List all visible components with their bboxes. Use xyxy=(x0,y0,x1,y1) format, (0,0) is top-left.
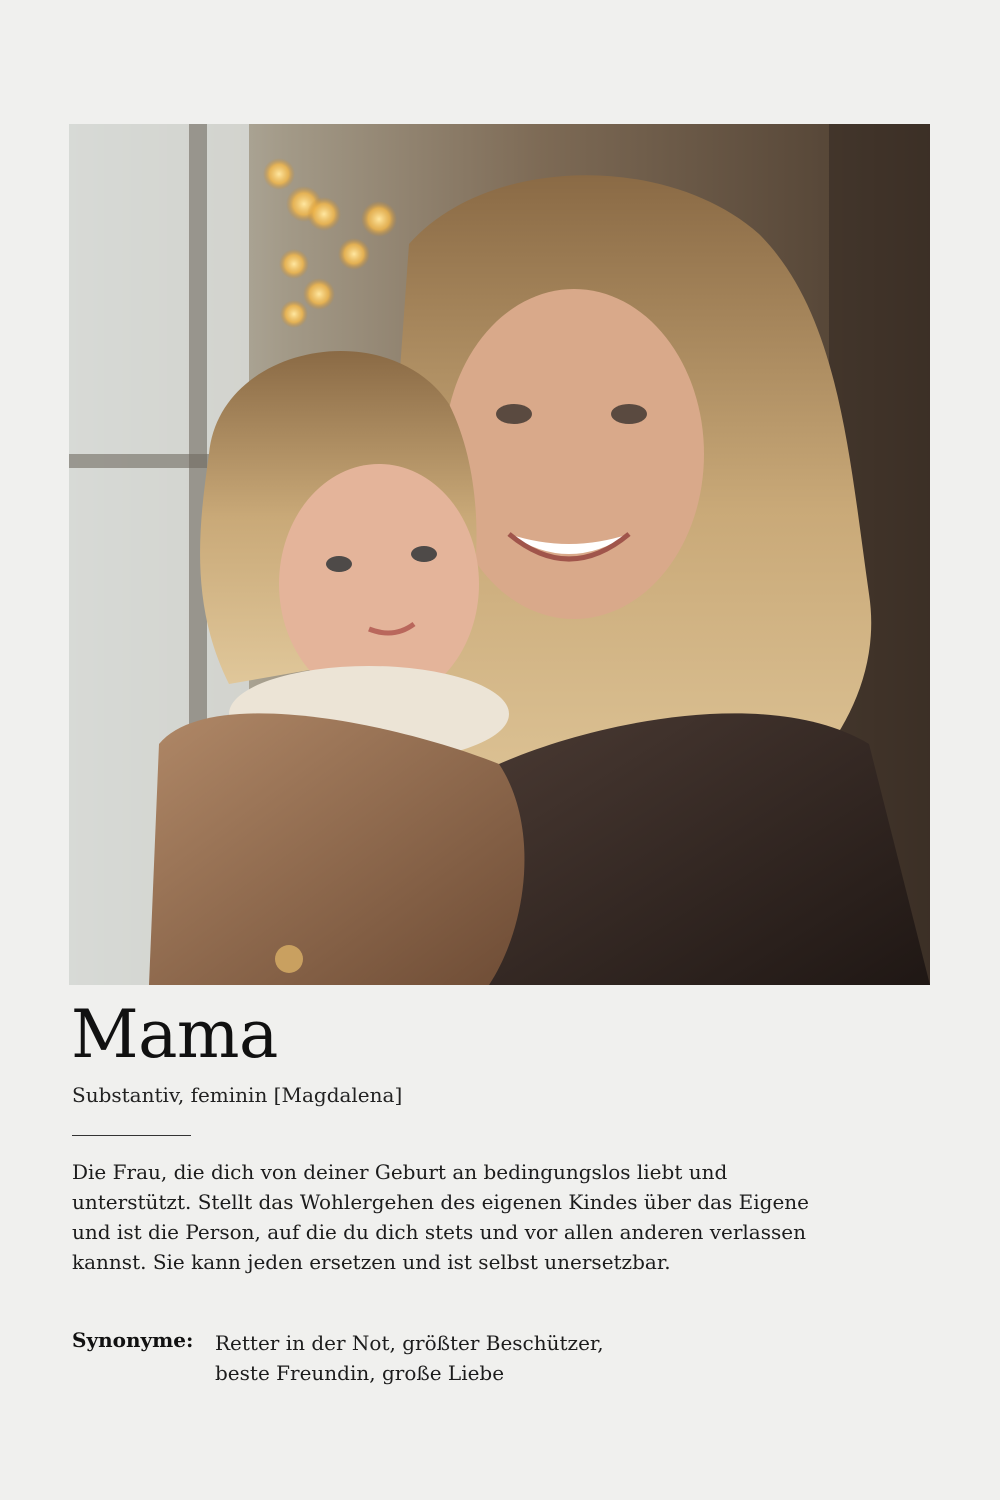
synonyms-line: Retter in der Not, größter Beschützer, xyxy=(215,1331,604,1355)
definition-line: unterstützt. Stellt das Wohlergehen des eigenen Kindes über das Eigene xyxy=(72,1190,810,1214)
definition-line: kannst. Sie kann jeden ersetzen und ist selbst unersetzbar. xyxy=(72,1250,671,1274)
definition-text xyxy=(72,1157,912,1277)
synonyms-line: beste Freundin, große Liebe xyxy=(215,1361,505,1385)
mother-and-daughter-photo xyxy=(69,124,930,985)
page-title: Mama xyxy=(71,996,278,1073)
divider xyxy=(72,1135,191,1136)
synonyms-label: Synonyme: xyxy=(72,1328,194,1352)
word-type-subtitle: Substantiv, feminin [Magdalena] xyxy=(72,1083,403,1107)
definition-line: und ist die Person, auf die du dich stets und vor allen anderen verlassen xyxy=(72,1220,806,1244)
definition-line: Die Frau, die dich von deiner Geburt an bedingungslos liebt und xyxy=(72,1160,728,1184)
synonyms-text xyxy=(215,1328,604,1388)
portrait-photo xyxy=(69,124,930,985)
